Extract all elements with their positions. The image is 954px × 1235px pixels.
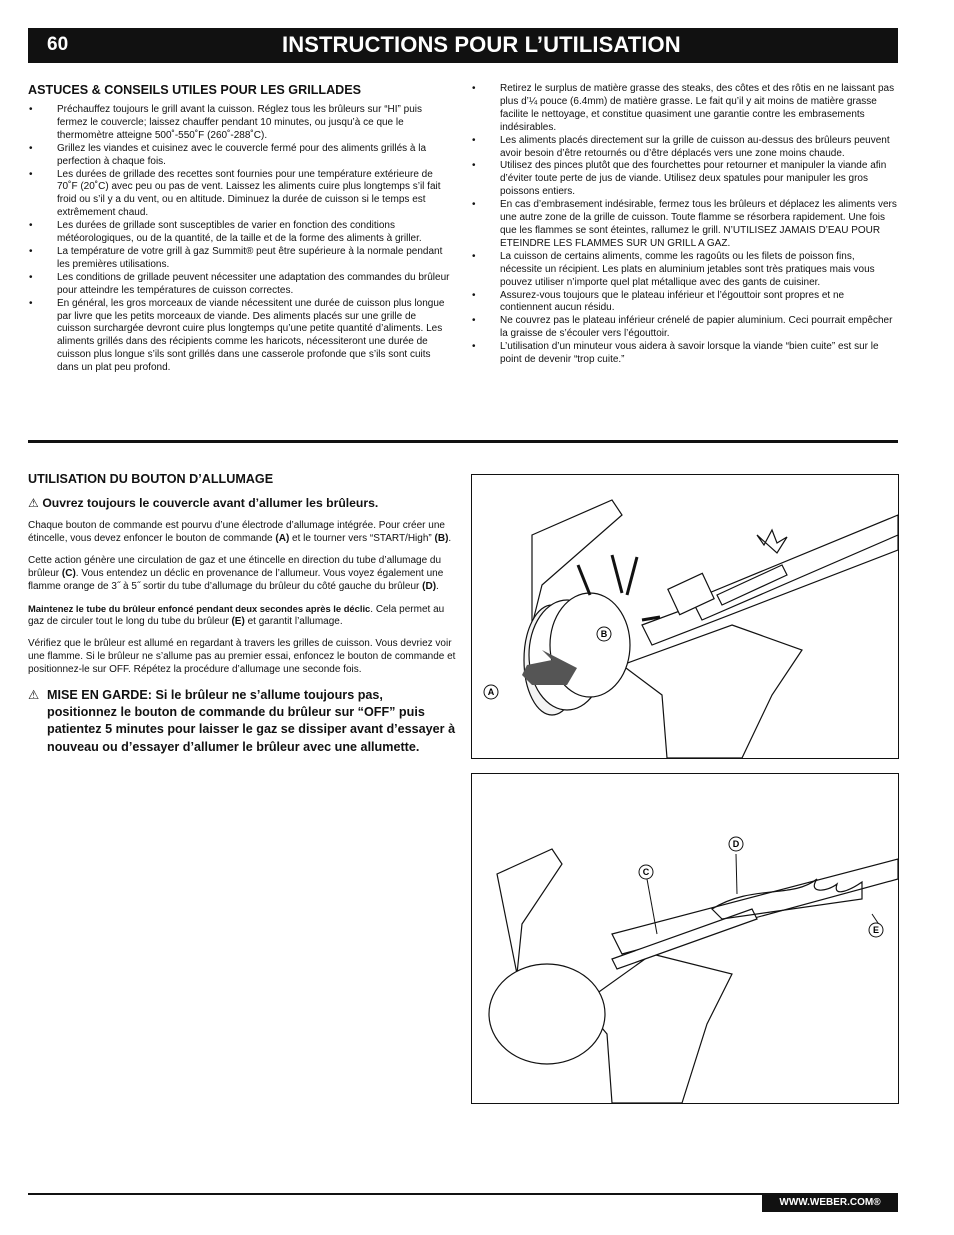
tip-item: • La cuisson de certains aliments, comme les ragoûts ou les filets de poisson fins, nécessite un récipient. Les plats en aluminium jetables sont très pratiques mais vous pouvez utiliser n’importe quel plat métallique avec des gants de cuisiner.: [471, 251, 898, 290]
p2-ref-d: (D): [422, 580, 437, 592]
label-b: B: [600, 629, 608, 639]
tip-item: • Ne couvrez pas le plateau inférieur crénelé de papier aluminium. Ceci pourrait empêcher la graisse de s’écouler vers l’égouttoir.: [471, 315, 898, 341]
label-d: D: [732, 839, 740, 849]
tips-left-column: [28, 83, 452, 375]
p1-text-c: et le tourner vers “START/High”: [289, 532, 435, 544]
ignition-section: [28, 472, 456, 756]
p3-text-a: . Cela permet au gaz de circuler tout le long du tube du brûleur: [28, 603, 445, 628]
caution-text: MISE EN GARDE: Si le brûleur ne s’allume toujours pas, positionnez le bouton de commande du brûleur sur “OFF” puis patientez 5 minutes pour laisser le gaz se dissiper avant d’essayer à nouveau ou d’essayer d’allumer le brûleur avec une allumette.: [47, 688, 456, 754]
label-e: E: [872, 925, 880, 935]
figure-ignition-button: [471, 474, 899, 759]
label-c: C: [642, 867, 650, 877]
p3-ref-e: (E): [231, 616, 245, 628]
p2-text-a: Cette action génère une circulation de gaz et une étincelle en direction du tube d’allumage du brûleur: [28, 554, 442, 579]
tip-item: • Utilisez des pinces plutôt que des fourchettes pour retourner et manipuler la viande afin d’éviter toute perte de jus de viande. Utilisez deux spatules pour manipuler les gros poissons entiers.: [471, 160, 898, 199]
p2-ref-c: (C): [61, 567, 76, 579]
burner-flame-illustration: [472, 774, 898, 1103]
tips-heading: ASTUCES & CONSEILS UTILES POUR LES GRILLADES: [28, 83, 362, 97]
ignition-paragraph-4: Vérifiez que le brûleur est allumé en regardant à travers les grilles de cuisson. Vous devriez voir une flamme. Si le brûleur ne s’allume pas au premier essai, enfoncez le bouton de commande et positionnez-le sur OFF. Répétez la procédure d’allumage une seconde fois.: [28, 638, 456, 676]
tip-item: • Assurez-vous toujours que le plateau inférieur et l’égouttoir sont propres et ne contiennent aucun résidu.: [471, 290, 898, 316]
p2-text-e: .: [436, 580, 439, 592]
ignition-heading: UTILISATION DU BOUTON D’ALLUMAGE: [28, 472, 274, 486]
tip-item: • En cas d’embrasement indésirable, fermez tous les brûleurs et déplacez les aliments vers une autre zone de la grille de cuisson. Toute flamme se résorbera rapidement. Une fois que les flammes se sont éteintes, rallumez le grill. N’UTILISEZ JAMAIS D’EAU POUR ETEINDRE LES FLAMMES SUR UN GRILL A GAZ.: [471, 199, 898, 251]
tip-item: • Préchauffez toujours le grill avant la cuisson. Réglez tous les brûleurs sur “HI” puis fermez le couvercle; laissez chauffer pendant 10 minutes, ou jusqu’à ce que le thermomètre atteigne 500˚-550˚F (260˚-288˚C).: [28, 104, 452, 143]
tips-right-column: [471, 83, 898, 367]
caution-warning: [28, 687, 456, 756]
p3-text-c: et garantit l’allumage.: [244, 616, 343, 628]
ignition-paragraph-3: [28, 603, 456, 630]
tips-left-list: [28, 104, 452, 375]
tip-item: • Retirez le surplus de matière grasse des steaks, des côtes et des rôtis en ne laissant pas plus d’¼ pouce (6.4mm) de matière grasse. Le fait qu’il y ait moins de matière grasse facilite le nettoyage, et constitue quasiment une garantie contre les embrasements indésirables.: [471, 83, 898, 135]
tip-item: • Les durées de grillade des recettes sont fournies pour une température extérieure de 70˚F (20˚C) avec peu ou pas de vent. Laissez les aliments cuire plus longtemps s’il fait froid ou s’il y a du vent, ou en altitude. Diminuez la durée de cuisson si le temps est extrêmement chaud.: [28, 169, 452, 221]
tip-item: • Les conditions de grillade peuvent nécessiter une adaptation des commandes du brûleur pour atteindre les températures de cuisson correctes.: [28, 272, 452, 298]
open-lid-warning-text: Ouvrez toujours le couvercle avant d’allumer les brûleurs.: [42, 496, 379, 510]
tip-item: • Grillez les viandes et cuisinez avec le couvercle fermé pour des aliments grillés à la perfection à chaque fois.: [28, 143, 452, 169]
ignition-paragraph-1: [28, 520, 456, 546]
p1-text-e: .: [448, 532, 452, 544]
tip-item: • En général, les gros morceaux de viande nécessitent une durée de cuisson plus longue par livre que les petits morceaux de viande. Des aliments placés sur une grille de cuisson surchargée devront cuire plus longtemps qu’une petite quantité d’aliments. Les aliments grillés dans des récipients comme les haricots, nécessiteront une durée de cuisson plus longue s’ils sont grillés dans une casserole profonde que s’ils sont cuits dans un plat peu profond.: [28, 298, 452, 375]
tip-item: • Les durées de grillade sont susceptibles de varier en fonction des conditions météorologiques, ou de la quantité, de la taille et de la forme des aliments à griller.: [28, 220, 452, 246]
p1-ref-a: (A): [275, 532, 290, 544]
tip-item: • Les aliments placés directement sur la grille de cuisson au-dessus des brûleurs peuvent avoir besoin d’être retournés ou d’être déplacés vers une zone moins chaude.: [471, 135, 898, 161]
label-a: A: [487, 687, 495, 697]
ignition-paragraph-2: [28, 555, 456, 594]
tip-item: • L’utilisation d’un minuteur vous aidera à savoir lorsque la viande “bien cuite” est sur le point de devenir “trop cuite.”: [471, 341, 898, 367]
warning-icon: ⚠: [28, 496, 39, 510]
page-title: INSTRUCTIONS POUR L’UTILISATION: [282, 32, 681, 57]
p1-ref-b: (B): [434, 532, 449, 544]
p3-bold: Maintenez le tube du brûleur enfoncé pendant deux secondes après le déclic: [28, 602, 371, 614]
open-lid-warning: [28, 496, 456, 511]
footer-url[interactable]: WWW.WEBER.COM®: [762, 1194, 898, 1212]
tips-right-list: [471, 83, 898, 367]
figure-burner-flame: [471, 773, 899, 1104]
p1-text-a: Chaque bouton de commande est pourvu d’une électrode d’allumage intégrée. Pour créer une étincelle, vous devez enfoncer le bouton de commande: [28, 520, 445, 544]
tip-item: • La température de votre grill à gaz Summit® peut être supérieure à la normale pendant les premières utilisations.: [28, 246, 452, 272]
page-number: 60: [47, 34, 69, 55]
caution-icon: ⚠: [28, 688, 40, 703]
p2-text-c: . Vous entendez un déclic en provenance de l’allumeur. Vous voyez également une flamme orange de 3˝ à 5˝ sortir du tube d’allumage du brûleur du côté gauche du brûleur: [28, 567, 444, 592]
section-divider: [28, 440, 898, 443]
ignition-button-illustration: [472, 475, 898, 758]
page-header: [28, 28, 898, 63]
